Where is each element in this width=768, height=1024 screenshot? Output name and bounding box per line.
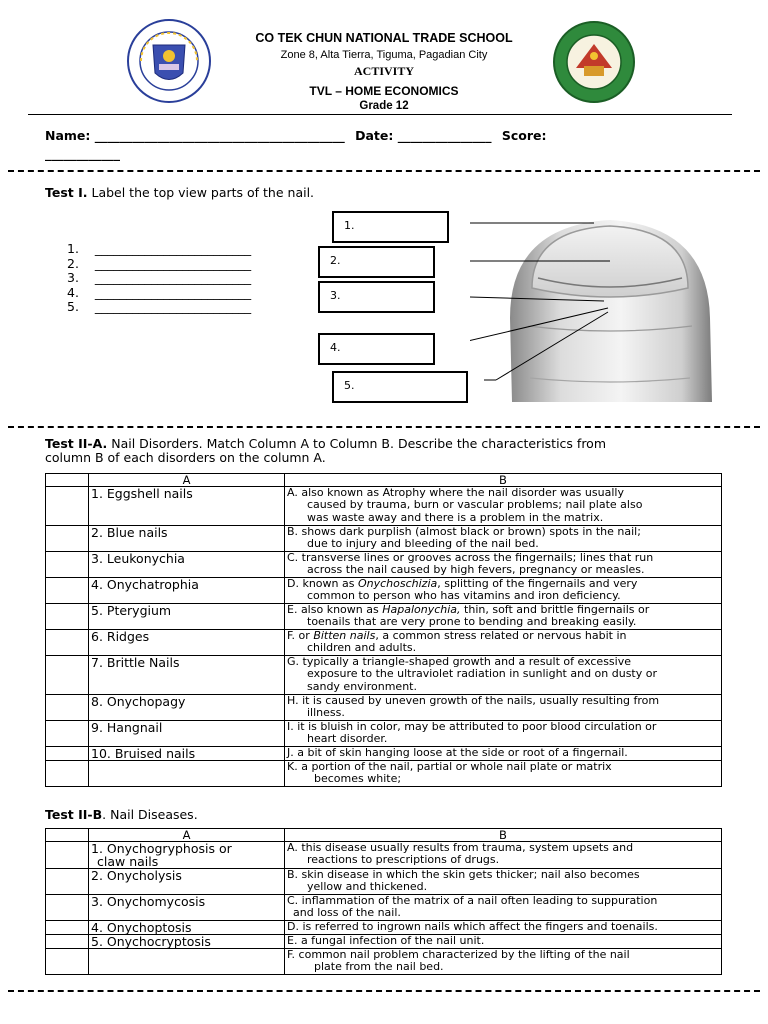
disease-description: F. common nail problem characterized by the lifting of the nail plate from the nail bed. [285,949,722,975]
answer-cell[interactable] [46,842,89,869]
answer-cell[interactable] [46,656,89,695]
score-field[interactable]: ____________ [45,146,120,161]
school-name: CO TEK CHUN NATIONAL TRADE SCHOOL [255,31,513,45]
disorder-description: H. it is caused by uneven growth of the nails, usually resulting from illness. [285,695,722,721]
test2b-instruction: . Nail Diseases. [102,807,198,822]
answer-cell[interactable] [46,526,89,552]
answer-blank-3[interactable]: 3. _________________________ [67,270,252,285]
test2b-heading [45,807,198,822]
nail-label-box-4[interactable]: 4. [318,333,435,365]
disorder-name: 3. Leukonychia [89,552,285,578]
test2b-title: Test II-B [45,807,103,822]
test2a-title: Test II-A. [45,436,108,451]
answer-cell[interactable] [46,695,89,721]
disorder-name: 4. Onychatrophia [89,578,285,604]
disorder-description: E. also known as Hapalonychia, thin, soft and brittle fingernails or toenails that are very prone to bending and breaking easily. [285,604,722,630]
section-divider [8,170,760,172]
disease-description: E. a fungal infection of the nail unit. [285,935,722,949]
score-label: Score: [501,128,547,143]
col-b-header: B [285,474,722,487]
test2a-table [45,473,722,787]
answer-cell[interactable] [46,761,89,787]
nail-label-box-5[interactable]: 5. [332,371,468,403]
disorder-name: 2. Blue nails [89,526,285,552]
nail-label-box-2[interactable]: 2. [318,246,435,278]
disorder-description: A. also known as Atrophy where the nail disorder was usually caused by trauma, burn or vascular problems; nail plate also was waste away and there is a problem in the matrix. [285,487,722,526]
fingernail-illustration [470,208,742,404]
col-b-header: B [285,829,722,842]
disorder-name: 1. Eggshell nails [89,487,285,526]
test2a-heading [45,437,735,465]
disorder-description: B. shows dark purplish (almost black or brown) spots in the nail; due to injury and bleeding of the nail bed. [285,526,722,552]
strand-title: TVL – HOME ECONOMICS [309,84,459,98]
disorder-description: I. it is bluish in color, may be attributed to poor blood circulation or heart disorder. [285,721,722,747]
test1-answer-blanks [67,242,251,315]
answer-col-header [46,474,89,487]
answer-cell[interactable] [46,552,89,578]
activity-title: ACTIVITY [353,64,414,78]
answer-blank-2[interactable]: 2. _________________________ [67,255,252,271]
answer-blank-5[interactable]: 5. _________________________ [67,299,252,314]
disease-name: 2. Onycholysis [89,869,285,895]
test2a-instruction-2: column B of each disorders on the column A. [45,450,326,465]
disorder-description: F. or Bitten nails, a common stress related or nervous habit in children and adults. [285,630,722,656]
answer-cell[interactable] [46,869,89,895]
col-a-header: A [89,474,285,487]
nail-label-box-3[interactable]: 3. [318,281,435,313]
disease-name: 3. Onychomycosis [89,895,285,921]
answer-cell[interactable] [46,895,89,921]
answer-blank-1[interactable]: 1. _________________________ [67,241,252,256]
date-field[interactable]: Date: _______________ [355,128,492,143]
disorder-name: 10. Bruised nails [89,747,285,761]
disorder-name: 6. Ridges [89,630,285,656]
nail-label-box-1[interactable]: 1. [332,211,449,243]
grade-level: Grade 12 [359,100,409,112]
disorder-description: G. typically a triangle-shaped growth and a result of excessive exposure to the ultraviolet radiation in sunlight and on dusty or sandy environment. [285,656,722,695]
test1-title: Test I. [45,185,88,200]
name-field[interactable]: Name: ________________________________________ [45,128,345,143]
section-divider [8,990,760,992]
answer-cell[interactable] [46,949,89,975]
answer-cell[interactable] [46,747,89,761]
answer-cell[interactable] [46,630,89,656]
school-address: Zone 8, Alta Tierra, Tiguma, Pagadian City [280,49,488,61]
disorder-name: 7. Brittle Nails [89,656,285,695]
test1-heading [45,185,314,200]
disease-name: 1. Onychogryphosis or claw nails [89,842,285,869]
disease-name: 5. Onychocryptosis [89,935,285,949]
disease-description: D. is referred to ingrown nails which affect the fingers and toenails. [285,921,722,935]
disorder-description: K. a portion of the nail, partial or whole nail plate or matrix becomes white; [285,761,722,787]
disease-name: 4. Onychoptosis [89,921,285,935]
disorder-description: D. known as Onychoschizia, splitting of the fingernails and very common to person who has vitamins and iron deficiency. [285,578,722,604]
disorder-name [89,761,285,787]
disorder-name: 5. Pterygium [89,604,285,630]
answer-cell[interactable] [46,935,89,949]
test2a-instruction: Nail Disorders. Match Column A to Column B. Describe the characteristics from [107,436,607,451]
answer-cell[interactable] [46,921,89,935]
name-date-score-line [45,128,547,143]
col-a-header: A [89,829,285,842]
disease-description: B. skin disease in which the skin gets thicker; nail also becomes yellow and thickened. [285,869,722,895]
answer-cell[interactable] [46,604,89,630]
section-divider [8,426,760,428]
disorder-description: J. a bit of skin hanging loose at the side or root of a fingernail. [285,747,722,761]
disorder-name: 8. Onychopagy [89,695,285,721]
answer-cell[interactable] [46,578,89,604]
answer-col-header [46,829,89,842]
header-rule [28,114,732,115]
disease-description: A. this disease usually results from trauma, system upsets and reactions to prescriptions of drugs. [285,842,722,869]
answer-blank-4[interactable]: 4. _________________________ [67,284,252,300]
disease-name [89,949,285,975]
disease-description: C. inflammation of the matrix of a nail often leading to suppuration and loss of the nail. [285,895,722,921]
disorder-name: 9. Hangnail [89,721,285,747]
disorder-description: C. transverse lines or grooves across the fingernails; lines that run across the nail caused by high fevers, pregnancy or measles. [285,552,722,578]
test1-instruction: Label the top view parts of the nail. [87,185,315,200]
answer-cell[interactable] [46,721,89,747]
answer-cell[interactable] [46,487,89,526]
test2b-table [45,828,722,975]
